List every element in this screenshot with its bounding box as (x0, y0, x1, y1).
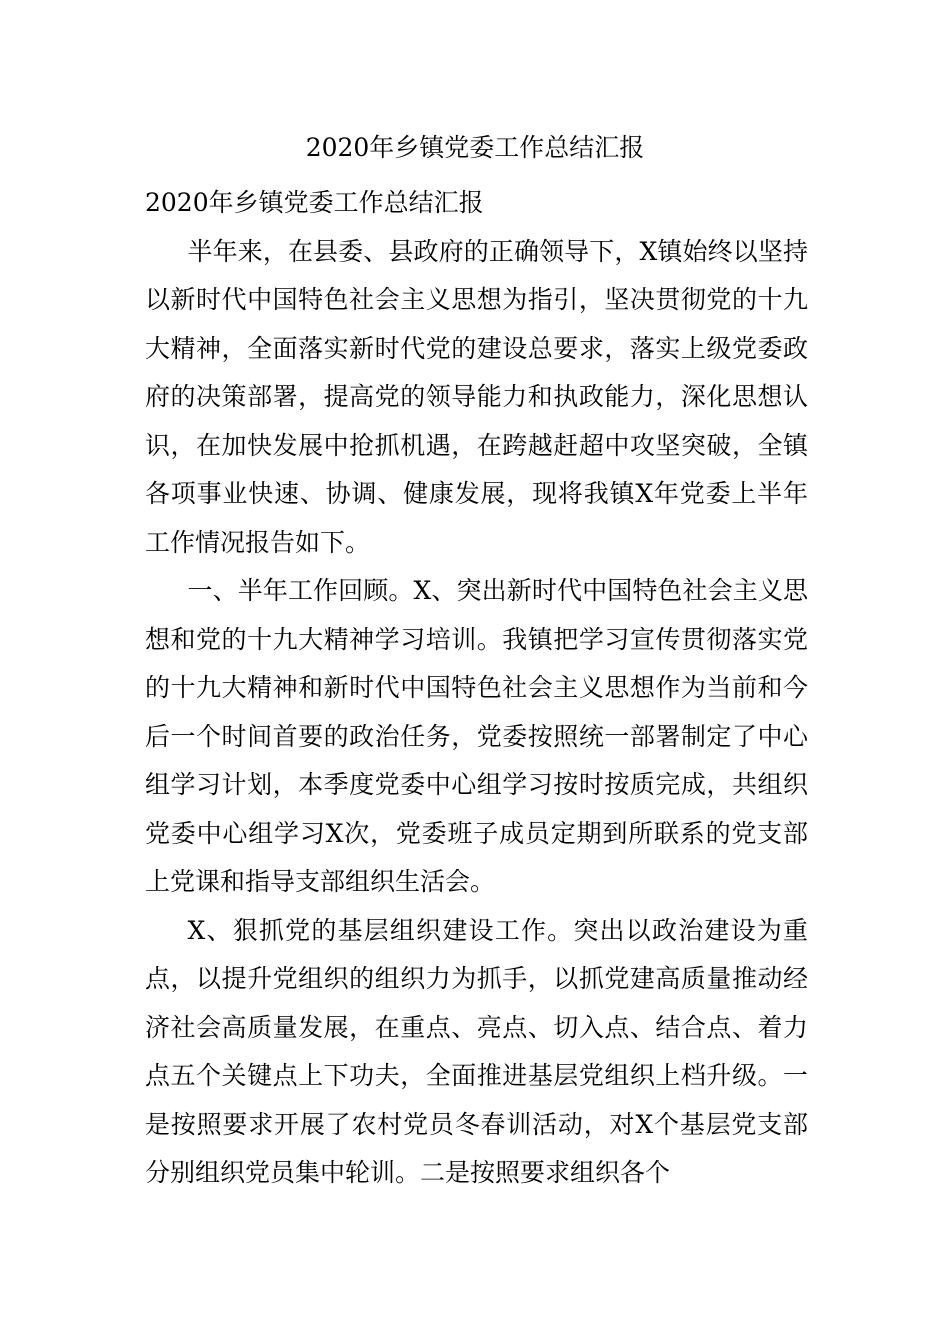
document-subtitle: 2020年乡镇党委工作总结汇报 (145, 188, 484, 217)
document-title: 2020年乡镇党委工作总结汇报 (305, 133, 645, 162)
paragraph-review: 一、半年工作回顾。X、突出新时代中国特色社会主义思想和党的十九大精神学习培训。我镇把学习宣传贯彻落实党的十九大精神和新时代中国特色社会主义思想作为当前和今后一个时间首要的政治任务，党委按照统一部署制定了中心组学习计划，本季度党委中心组学习按时按质完成，共组织党委中心组学习X次，党委班子成员定期到所联系的党支部上党课和指导支部组织生活会。 (145, 576, 808, 896)
paragraph-intro: 半年来，在县委、县政府的正确领导下，X镇始终以坚持以新时代中国特色社会主义思想为指引，坚决贯彻党的十九大精神，全面落实新时代党的建设总要求，落实上级党委政府的决策部署，提高党的领导能力和执政能力，深化思想认识，在加快发展中抢抓机遇，在跨越赶超中攻坚突破，全镇各项事业快速、协调、健康发展，现将我镇X年党委上半年工作情况报告如下。 (145, 236, 808, 557)
paragraph-party-building: X、狠抓党的基层组织建设工作。突出以政治建设为重点，以提升党组织的组织力为抓手，以抓党建高质量推动经济社会高质量发展，在重点、亮点、切入点、结合点、着力点五个关键点上下功夫，全面推进基层党组织上档升级。一是按照要求开展了农村党员冬春训活动，对X个基层党支部分别组织党员集中轮训。二是按照要求组织各个 (145, 915, 808, 1187)
document-body (145, 179, 808, 1198)
